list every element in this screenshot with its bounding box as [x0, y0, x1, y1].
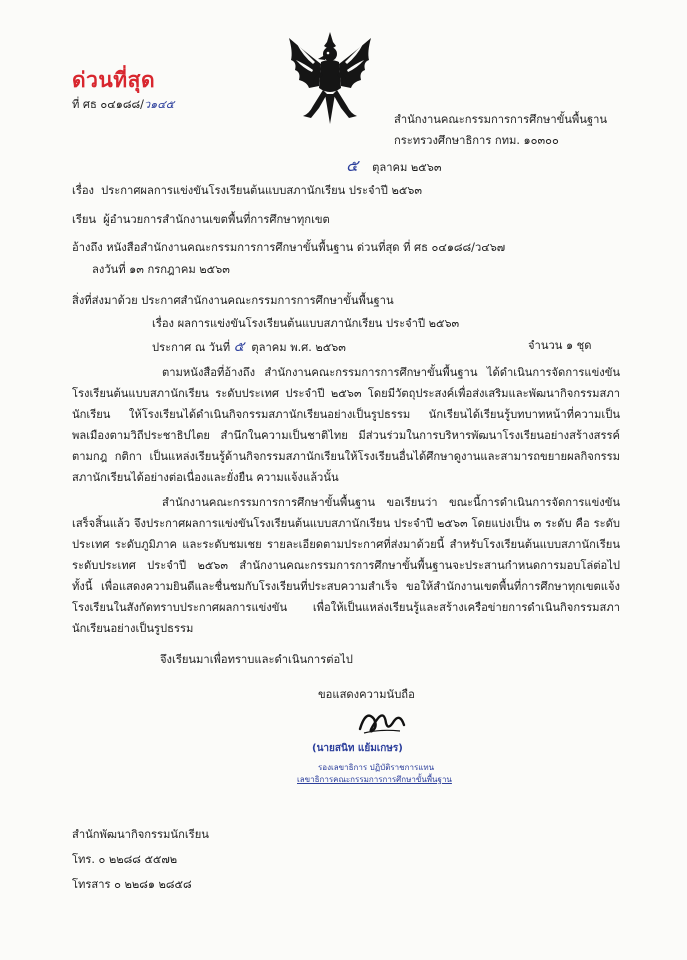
reference-prefix: ที่ ศธ ๐๔๑๘๘/: [72, 98, 144, 111]
recipient-text: ผู้อำนวยการสำนักงานเขตพื้นที่การศึกษาทุกเขต: [103, 213, 330, 226]
footer-fax: โทรสาร ๐ ๒๒๘๑ ๒๘๕๘: [72, 878, 192, 891]
urgency-stamp: ด่วนที่สุด: [72, 68, 156, 92]
footer-office: สำนักพัฒนากิจกรรมนักเรียน: [72, 828, 209, 841]
date-day-handwritten: ๕: [346, 156, 359, 175]
subject-label: เรื่อง: [72, 184, 95, 197]
enclosure-day-handwritten: ๕: [233, 339, 245, 355]
reference-line-1: อ้างถึง หนังสือสำนักงานคณะกรรมการการศึกษาขั้นพื้นฐาน ด่วนที่สุด ที่ ศธ ๐๔๑๘๘/ว๔๖๗: [72, 241, 506, 254]
enclosure-line-2: เรื่อง ผลการแข่งขันโรงเรียนต้นแบบสภานักเรียน ประจำปี ๒๕๖๓: [152, 317, 460, 330]
subject-text: ประกาศผลการแข่งขันโรงเรียนต้นแบบสภานักเรียน ประจำปี ๒๕๖๓: [101, 184, 423, 197]
reference-number: [72, 99, 174, 110]
reference-line-2: ลงวันที่ ๑๓ กรกฎาคม ๒๕๖๓: [92, 263, 230, 276]
body-paragraph-2: [72, 492, 620, 639]
body-paragraph-1-text: ตามหนังสือที่อ้างถึง สำนักงานคณะกรรมการการศึกษาขั้นพื้นฐาน ได้ดำเนินการจัดการแข่งขันโรงเรียนต้นแบบสภานักเรียน ระดับประเทศ ประจำปี ๒๕๖๓ โดยมีวัตถุประสงค์เพื่อส่งเสริมและพัฒนากิจกรรมสภานักเรียน ให้โรงเรียนได้ดำเนินกิจกรรมสภานักเรียนอย่างเป็นรูปธรรม นักเรียนได้เรียนรู้บทบาทหน้าที่ความเป็นพลเมืองตามวิถีประชาธิปไตย สำนึกในความเป็นชาติไทย มีส่วนร่วมในการบริหารพัฒนาโรงเรียนอย่างสร้างสรรค์ ตามกฎ กติกา เป็นแหล่งเรียนรู้ด้านกิจกรรมสภานักเรียนให้โรงเรียนอื่นได้ศึกษาดูงานและสามารถขยายผลกิจกรรมสภานักเรียนได้อย่างต่อเนื่องและยั่งยืน ความแจ้งแล้วนั้น: [72, 366, 620, 484]
handwritten-signature: [356, 703, 408, 739]
recipient-line: [72, 214, 330, 225]
enclosure-line-1: สิ่งที่ส่งมาด้วย ประกาศสำนักงานคณะกรรมการการศึกษาขั้นพื้นฐาน: [72, 294, 394, 307]
ministry-address: กระทรวงศึกษาธิการ กทม. ๑๐๓๐๐: [394, 134, 559, 147]
issuing-agency: สำนักงานคณะกรรมการการศึกษาขั้นพื้นฐาน: [394, 113, 608, 126]
enclosure-date-prefix: ประกาศ ณ วันที่: [152, 341, 231, 354]
footer-phone: โทร. ๐ ๒๒๘๘ ๕๕๗๒: [72, 853, 178, 866]
reference-handwritten: ว๑๔๕: [143, 98, 175, 111]
enclosure-line-3: [152, 340, 346, 354]
body-paragraph-3: จึงเรียนมาเพื่อทราบและดำเนินการต่อไป: [160, 653, 353, 666]
signatory-position-1: รองเลขาธิการ ปฏิบัติราชการแทน: [318, 763, 435, 772]
garuda-emblem-icon: [283, 30, 377, 126]
enclosure-date-rest: ตุลาคม พ.ศ. ๒๕๖๓: [251, 341, 346, 354]
closing-salutation: ขอแสดงความนับถือ: [318, 688, 415, 701]
subject-line: [72, 185, 422, 196]
recipient-label: เรียน: [72, 213, 97, 226]
signatory-name: (นายสนิท แย้มเกษร): [312, 743, 403, 754]
body-paragraph-2-text: สำนักงานคณะกรรมการการศึกษาขั้นพื้นฐาน ขอเรียนว่า ขณะนี้การดำเนินการจัดการแข่งขันเสร็จสิ้นแล้ว จึงประกาศผลการแข่งขันโรงเรียนต้นแบบสภานักเรียน ประจำปี ๒๕๖๓ โดยแบ่งเป็น ๓ ระดับ คือ ระดับประเทศ ระดับภูมิภาค และระดับชมเชย รายละเอียดตามประกาศที่ส่งมาด้วยนี้ สำหรับโรงเรียนต้นแบบสภานักเรียน ระดับประเทศ ประจำปี ๒๕๖๓ สำนักงานคณะกรรมการการศึกษาขั้นพื้นฐานจะประสานกำหนดการมอบโล่ต่อไป ทั้งนี้ เพื่อแสดงความยินดีและชื่นชมกับโรงเรียนที่ประสบความสำเร็จ ขอให้สำนักงานเขตพื้นที่การศึกษาทุกเขตแจ้งโรงเรียนในสังกัดทราบประกาศผลการแข่งขัน เพื่อให้เป็นแหล่งเรียนรู้และสร้างเครือข่ายการดำเนินกิจกรรมสภานักเรียนอย่างเป็นรูปธรรม: [72, 496, 620, 635]
signatory-position-2: เลขาธิการคณะกรรมการการศึกษาขั้นพื้นฐาน: [297, 775, 452, 784]
letter-date: [346, 158, 442, 174]
enclosure-quantity: จำนวน ๑ ชุด: [528, 339, 592, 352]
body-paragraph-1: [72, 362, 620, 488]
date-month-year: ตุลาคม ๒๕๖๓: [372, 161, 442, 174]
